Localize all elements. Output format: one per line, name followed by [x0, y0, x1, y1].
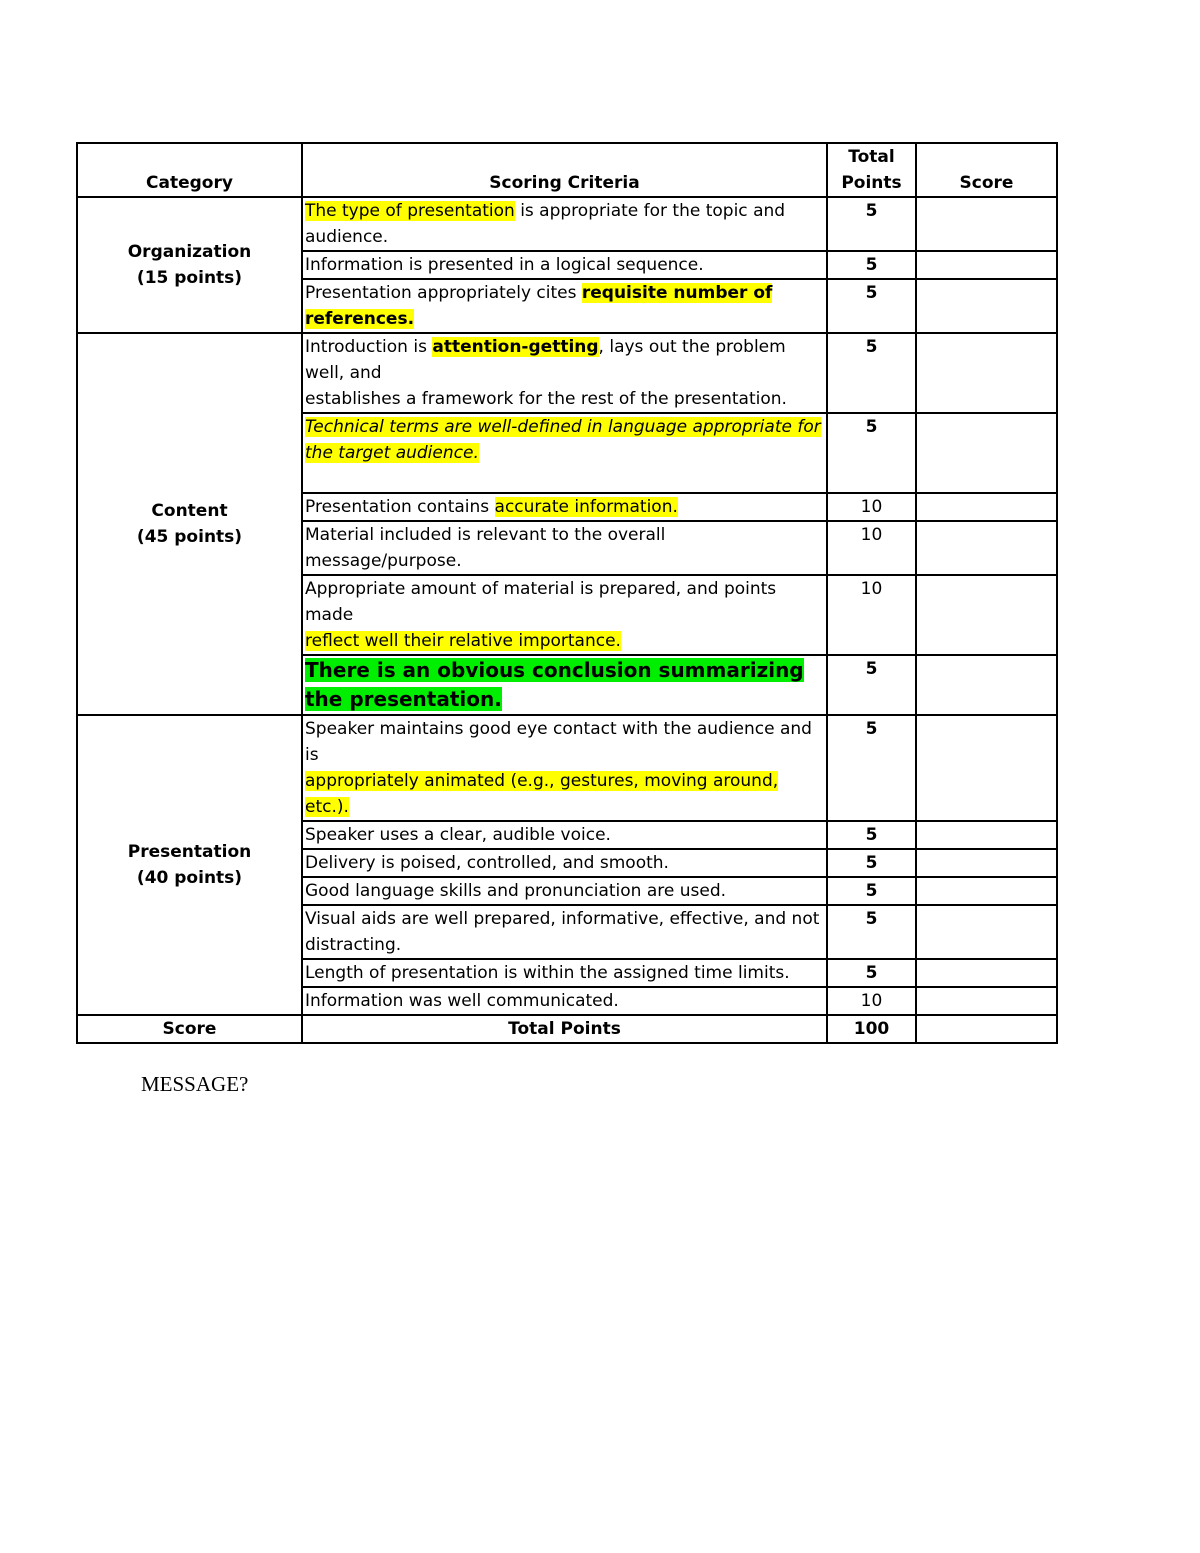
score-cell[interactable] — [916, 413, 1057, 493]
category-presentation: Presentation (40 points) — [77, 715, 302, 1015]
points-cell: 5 — [827, 251, 916, 279]
score-cell[interactable] — [916, 959, 1057, 987]
score-cell[interactable] — [916, 877, 1057, 905]
criteria-cell: Visual aids are well prepared, informative, effective, and not distracting. — [302, 905, 827, 959]
points-cell: 5 — [827, 715, 916, 821]
criteria-cell: Presentation appropriately cites requisite number of references. — [302, 279, 827, 333]
score-cell[interactable] — [916, 655, 1057, 715]
criteria-cell: Length of presentation is within the assigned time limits. — [302, 959, 827, 987]
points-cell: 5 — [827, 905, 916, 959]
criteria-cell: Presentation contains accurate information. — [302, 493, 827, 521]
points-cell: 5 — [827, 877, 916, 905]
criteria-cell: Speaker maintains good eye contact with the audience and is appropriately animated (e.g., gestures, moving around, etc.). — [302, 715, 827, 821]
score-cell[interactable] — [916, 521, 1057, 575]
points-cell: 10 — [827, 493, 916, 521]
score-cell[interactable] — [916, 493, 1057, 521]
header-criteria: Scoring Criteria — [302, 143, 827, 197]
footer-total-label: Total Points — [302, 1015, 827, 1043]
points-cell: 5 — [827, 655, 916, 715]
header-category: Category — [77, 143, 302, 197]
criteria-cell: Introduction is attention-getting, lays out the problem well, and establishes a framework for the rest of the presentation. — [302, 333, 827, 413]
score-cell[interactable] — [916, 715, 1057, 821]
criteria-cell: Good language skills and pronunciation are used. — [302, 877, 827, 905]
message-text: MESSAGE? — [141, 1072, 249, 1096]
score-cell[interactable] — [916, 251, 1057, 279]
score-cell[interactable] — [916, 197, 1057, 251]
points-cell: 5 — [827, 197, 916, 251]
footer-total-points: 100 — [827, 1015, 916, 1043]
criteria-cell: Information was well communicated. — [302, 987, 827, 1015]
criteria-cell: Material included is relevant to the overall message/purpose. — [302, 521, 827, 575]
footer-score-cell[interactable] — [916, 1015, 1057, 1043]
points-cell: 5 — [827, 413, 916, 493]
points-cell: 5 — [827, 959, 916, 987]
points-cell: 10 — [827, 521, 916, 575]
criteria-cell: Appropriate amount of material is prepared, and points made reflect well their relative importance. — [302, 575, 827, 655]
header-points: Total Points — [827, 143, 916, 197]
category-content: Content (45 points) — [77, 333, 302, 715]
score-cell[interactable] — [916, 849, 1057, 877]
points-cell: 5 — [827, 821, 916, 849]
score-cell[interactable] — [916, 575, 1057, 655]
criteria-cell: Information is presented in a logical sequence. — [302, 251, 827, 279]
table-row — [77, 333, 1057, 413]
criteria-cell: Technical terms are well-defined in language appropriate for the target audience. — [302, 413, 827, 493]
points-cell: 5 — [827, 279, 916, 333]
footer-row — [77, 1015, 1057, 1043]
points-cell: 10 — [827, 987, 916, 1015]
table-row — [77, 715, 1057, 821]
criteria-cell: The type of presentation is appropriate for the topic and audience. — [302, 197, 827, 251]
header-row — [77, 143, 1057, 197]
footer-score-label: Score — [77, 1015, 302, 1043]
criteria-cell: Delivery is poised, controlled, and smooth. — [302, 849, 827, 877]
score-cell[interactable] — [916, 905, 1057, 959]
score-cell[interactable] — [916, 987, 1057, 1015]
score-cell[interactable] — [916, 333, 1057, 413]
header-score: Score — [916, 143, 1057, 197]
criteria-cell: Speaker uses a clear, audible voice. — [302, 821, 827, 849]
rubric-table — [76, 142, 1058, 1044]
score-cell[interactable] — [916, 821, 1057, 849]
table-row — [77, 197, 1057, 251]
score-cell[interactable] — [916, 279, 1057, 333]
points-cell: 5 — [827, 849, 916, 877]
points-cell: 10 — [827, 575, 916, 655]
category-organization: Organization (15 points) — [77, 197, 302, 333]
criteria-cell: There is an obvious conclusion summarizing the presentation. — [302, 655, 827, 715]
points-cell: 5 — [827, 333, 916, 413]
